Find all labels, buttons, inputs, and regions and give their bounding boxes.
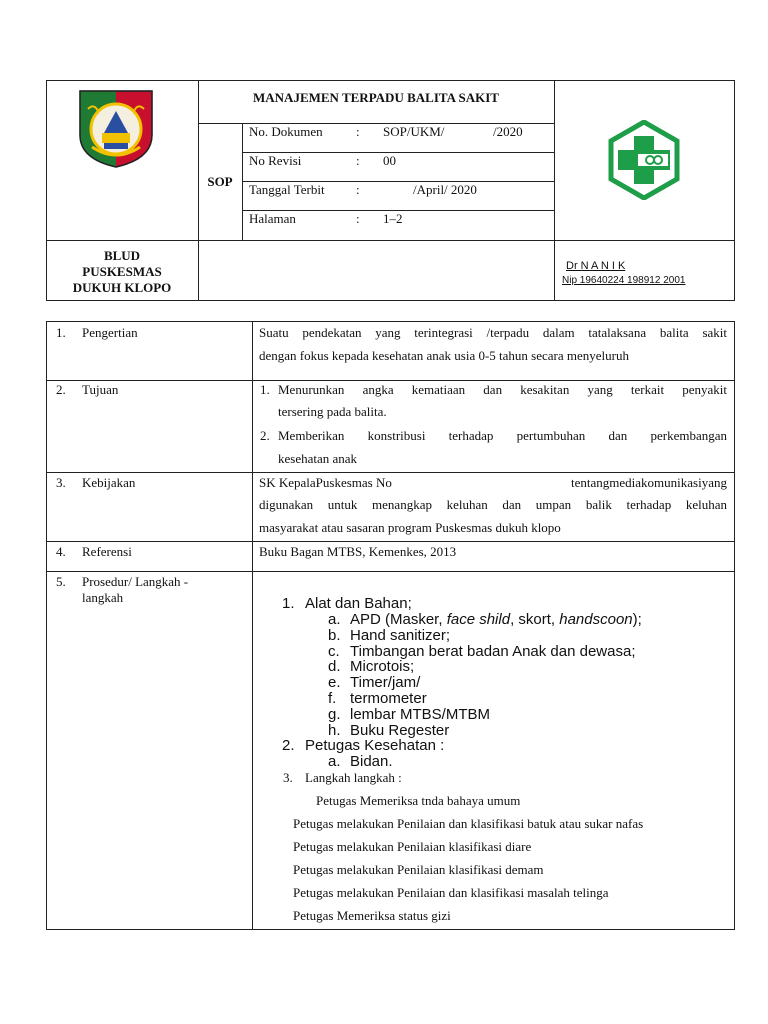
row-number: 5. [56, 574, 66, 589]
doc-number-sep: : [356, 124, 360, 139]
page-sep: : [356, 211, 360, 226]
tujuan-item-line: kesehatan anak [278, 451, 358, 466]
page-label: Halaman [249, 211, 296, 226]
issue-date-sep: : [356, 182, 360, 197]
langkah-step: Petugas Memeriksa tnda bahaya umum [316, 793, 521, 808]
issue-date-value: /April/ 2020 [413, 182, 477, 197]
alat-item-letter: a. [328, 611, 341, 628]
alat-item-letter: c. [328, 643, 340, 660]
row-number: 2. [56, 382, 66, 397]
alat-item-text: Microtois; [350, 658, 415, 675]
alat-item-text: APD (Masker, face shild, skort, handscoon); [350, 611, 642, 628]
page-value: 1–2 [383, 211, 403, 226]
row-label: Tujuan [82, 382, 119, 397]
alat-item-text: termometer [350, 690, 427, 707]
row-label [82, 574, 188, 606]
alat-item-text: Timbangan berat badan Anak dan dewasa; [350, 643, 636, 660]
signer-name: Dr N A N I K [566, 260, 626, 272]
alat-item-letter: h. [328, 722, 341, 739]
row-number: 3. [56, 475, 66, 490]
kebijakan-line: masyarakat atau sasaran program Puskesmas dukuh klopo [259, 520, 561, 535]
row-number: 4. [56, 544, 66, 559]
regency-coat-of-arms-icon [78, 89, 154, 169]
puskesmas-cross-logo-icon [604, 120, 684, 200]
langkah-step: Petugas melakukan Penilaian dan klasifikasi batuk atau sukar nafas [293, 816, 644, 831]
alat-item-letter: d. [328, 658, 341, 675]
org-line: DUKUH KLOPO [72, 280, 172, 295]
alat-title: Alat dan Bahan; [305, 595, 412, 612]
tujuan-item-number: 2. [260, 428, 270, 443]
row-label: Referensi [82, 544, 132, 559]
kebijakan-line: SK KepalaPuskesmas No [259, 475, 392, 490]
alat-item-letter: g. [328, 706, 341, 723]
pengertian-line: dengan fokus kepada kesehatan anak usia 0-5 tahun secara menyeluruh [259, 348, 629, 363]
petugas-item-letter: a. [328, 753, 341, 770]
tujuan-item-line: tersering pada balita. [278, 404, 387, 419]
signer-nip: Nip 19640224 198912 2001 [562, 275, 686, 286]
doc-number-value: SOP/UKM/ [383, 124, 445, 139]
alat-number: 1. [282, 595, 295, 612]
revision-label: No Revisi [249, 153, 302, 168]
revision-value: 00 [383, 153, 396, 168]
tujuan-item-line: Memberikan konstribusi terhadap pertumbuhan dan perkembangan [278, 428, 727, 443]
revision-sep: : [356, 153, 360, 168]
kebijakan-line: tentangmediakomunikasiyang [571, 475, 727, 490]
doc-number-label: No. Dokumen [249, 124, 323, 139]
langkah-step: Petugas melakukan Penilaian klasifikasi demam [293, 862, 544, 877]
tujuan-item-number: 1. [260, 382, 270, 397]
row-number: 1. [56, 325, 66, 340]
langkah-title: Langkah langkah : [305, 770, 402, 785]
alat-item-text: lembar MTBS/MTBM [350, 706, 491, 723]
langkah-number: 3. [283, 770, 293, 785]
petugas-item-text: Bidan. [350, 753, 393, 770]
tujuan-item-line: Menurunkan angka kematiaan dan kesakitan yang terkait penyakit [278, 382, 727, 397]
langkah-step: Petugas Memeriksa status gizi [293, 908, 451, 923]
doc-number-year: /2020 [493, 124, 523, 139]
alat-item-letter: b. [328, 627, 341, 644]
alat-item-text: Buku Regester [350, 722, 450, 739]
pengertian-line: Suatu pendekatan yang terintegrasi /terpadu dalam tatalaksana balita sakit [259, 325, 727, 340]
row-label: Pengertian [82, 325, 138, 340]
page-title: MANAJEMEN TERPADU BALITA SAKIT [253, 90, 499, 105]
sop-label: SOP [207, 174, 233, 189]
langkah-step: Petugas melakukan Penilaian dan klasifikasi masalah telinga [293, 885, 609, 900]
row-label-line: Prosedur/ Langkah - [82, 574, 189, 589]
row-label: Kebijakan [82, 475, 136, 490]
org-name [46, 248, 198, 296]
kebijakan-line: digunakan untuk menangkap keluhan dan umpan balik terhadap keluhan [259, 497, 727, 512]
referensi-text: Buku Bagan MTBS, Kemenkes, 2013 [259, 544, 457, 559]
alat-item-letter: f. [328, 690, 337, 707]
alat-item-text: Timer/jam/ [350, 674, 421, 691]
langkah-step: Petugas melakukan Penilaian klasifikasi diare [293, 839, 532, 854]
alat-item-text: Hand sanitizer; [350, 627, 451, 644]
org-line: PUSKESMAS [82, 264, 162, 279]
issue-date-label: Tanggal Terbit [249, 182, 325, 197]
petugas-title: Petugas Kesehatan : [305, 737, 445, 754]
petugas-number: 2. [282, 737, 295, 754]
row-label-line: langkah [82, 590, 124, 605]
alat-item-letter: e. [328, 674, 341, 691]
org-line: BLUD [103, 248, 141, 263]
